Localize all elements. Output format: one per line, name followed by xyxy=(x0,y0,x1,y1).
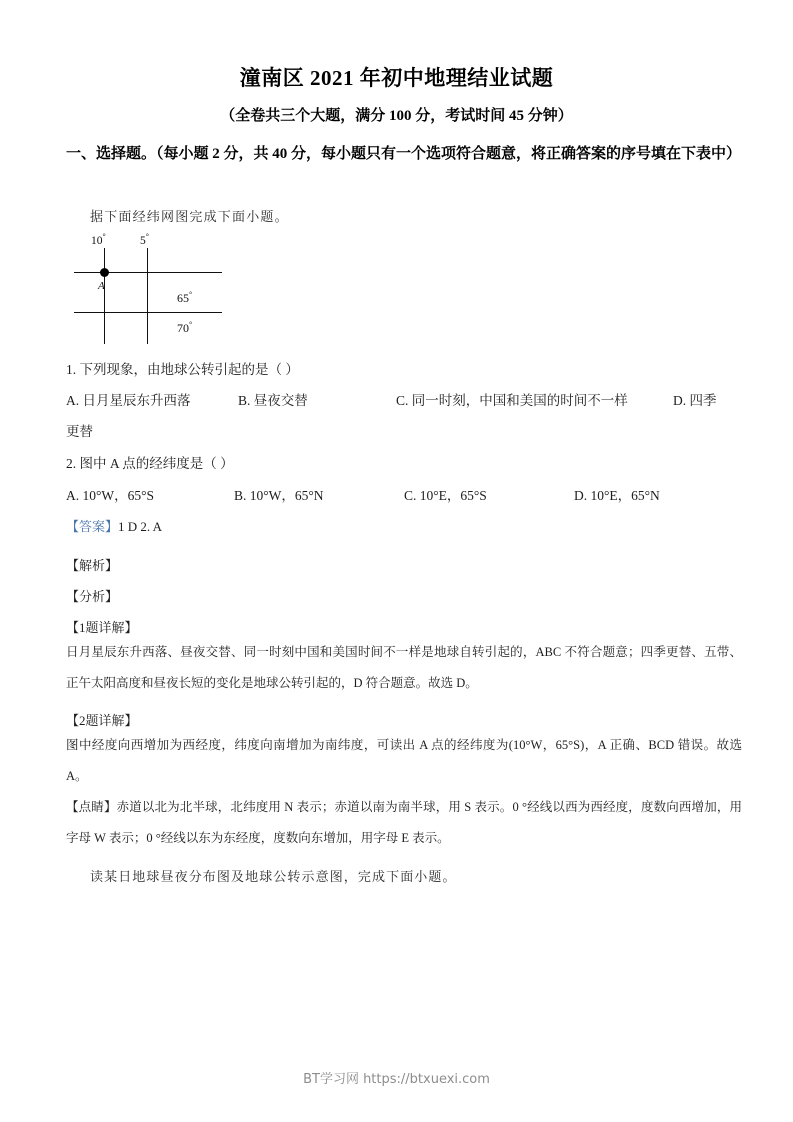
label-point-a: A xyxy=(98,280,105,292)
meridian-line-10 xyxy=(104,248,105,344)
question-1-stem: 1. 下列现象，由地球公转引起的是（ ） xyxy=(66,362,299,377)
question-1-option-b[interactable]: B. 昼夜交替 xyxy=(238,393,308,408)
label-longitude-10 xyxy=(91,232,106,247)
section-heading: 一、选择题。（每小题 2 分，共 40 分，每小题只有一个选项符合题意，将正确答案的序号填在下表中） xyxy=(66,146,742,162)
answer-value: 1 D 2. A xyxy=(118,519,163,534)
degree-symbol-icon: ° xyxy=(145,232,149,241)
detail-1-text: 日月星辰东升西落、昼夜交替、同一时刻中国和美国时间不一样是地球自转引起的，ABC 不符合题意；四季更替、五带、正午太阳高度和昼夜长短的变化是地球公转引起的，D 符合题意。故选 D。 xyxy=(66,645,742,690)
question-2-option-c[interactable]: C. 10°E，65°S xyxy=(404,488,487,503)
degree-symbol-icon: ° xyxy=(102,232,106,241)
page-title: 潼南区 2021 年初中地理结业试题 xyxy=(239,66,554,90)
detail-1-tag: 【1题详解】 xyxy=(66,620,138,635)
meridian-line-5 xyxy=(147,248,148,344)
label-latitude-65 xyxy=(177,290,192,306)
label-latitude-70-value: 70 xyxy=(177,321,189,335)
answer-line xyxy=(66,516,162,535)
question-group-prompt-2: 读某日地球昼夜分布图及地球公转示意图，完成下面小题。 xyxy=(90,869,457,884)
question-1-option-d-wrap: 更替 xyxy=(66,424,93,439)
latlon-grid-figure xyxy=(60,232,290,344)
label-latitude-70 xyxy=(177,320,192,336)
label-longitude-5-value: 5 xyxy=(140,234,146,247)
question-1-option-c[interactable]: C. 同一时刻，中国和美国的时间不一样 xyxy=(396,393,628,408)
question-1-option-a[interactable]: A. 日月星辰东升西落 xyxy=(66,393,191,408)
fenxi-tag: 【分析】 xyxy=(66,589,119,604)
point-a-marker xyxy=(100,268,109,277)
question-1-option-d[interactable]: D. 四季 xyxy=(673,393,717,408)
degree-symbol-icon: ° xyxy=(189,320,193,329)
detail-2-tag: 【2题详解】 xyxy=(66,713,138,728)
question-2-stem: 2. 图中 A 点的经纬度是（ ） xyxy=(66,456,234,471)
dianjing-text: 【点睛】赤道以北为北半球，北纬度用 N 表示；赤道以南为南半球，用 S 表示。0 °经线以西为西经度，度数向西增加，用字母 W 表示；0 °经线以东为东经度，度数向东增加，用字母 E 表示。 xyxy=(66,800,742,845)
analysis-tag: 【解析】 xyxy=(66,558,119,573)
question-2-option-a[interactable]: A. 10°W，65°S xyxy=(66,488,155,503)
answer-tag: 【答案】 xyxy=(66,519,119,534)
page-subtitle: （全卷共三个大题，满分 100 分，考试时间 45 分钟） xyxy=(220,108,573,124)
label-latitude-65-value: 65 xyxy=(177,291,189,305)
question-2-option-b[interactable]: B. 10°W，65°N xyxy=(234,488,324,503)
question-2-option-d[interactable]: D. 10°E，65°N xyxy=(574,488,660,503)
degree-symbol-icon: ° xyxy=(189,290,193,299)
footer-watermark: BT学习网 https://btxuexi.com xyxy=(303,1072,490,1087)
label-longitude-5 xyxy=(140,232,149,247)
detail-2-text: 图中经度向西增加为西经度，纬度向南增加为南纬度，可读出 A 点的经纬度为(10°W，65°S)，A 正确、BCD 错误。故选 A。 xyxy=(66,738,742,783)
question-group-prompt-1: 据下面经纬网图完成下面小题。 xyxy=(90,209,289,224)
label-longitude-10-value: 10 xyxy=(91,234,103,247)
